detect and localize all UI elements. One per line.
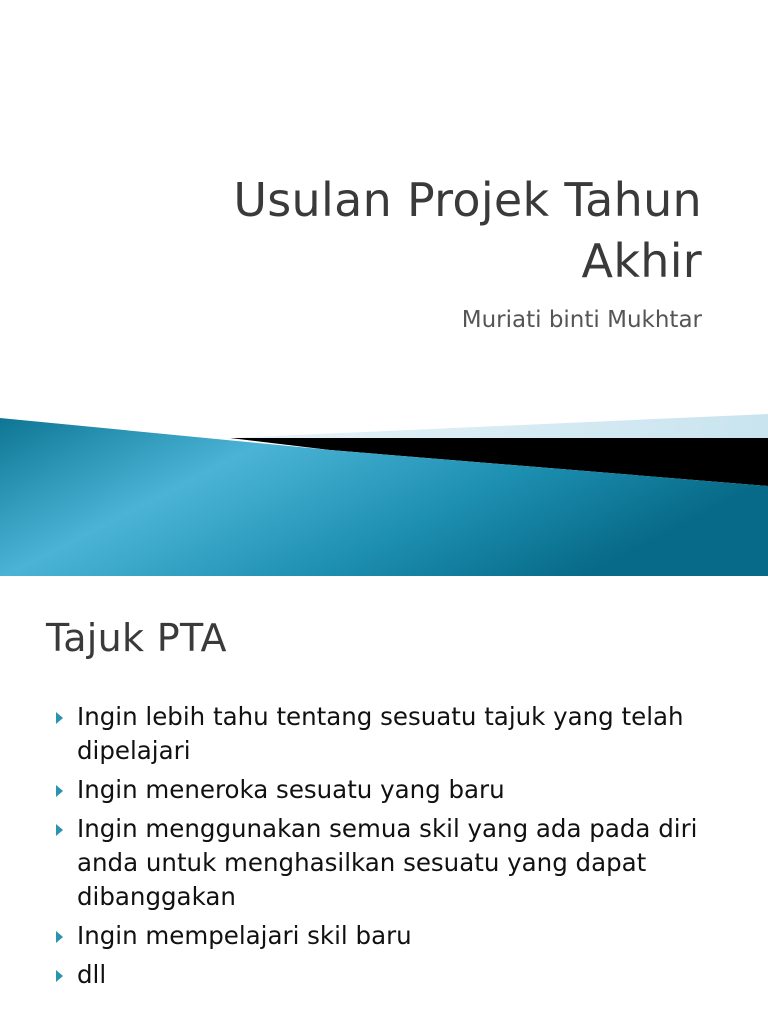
decorative-band (0, 410, 768, 576)
triangle-right-icon (56, 970, 63, 982)
triangle-right-icon (56, 785, 63, 797)
bullet-item (48, 958, 728, 992)
triangle-right-icon (56, 931, 63, 943)
bullet-item (48, 919, 728, 953)
bullet-text: dll (77, 960, 107, 989)
bullet-item (48, 773, 728, 807)
content-slide (0, 576, 768, 1024)
title-line-2: Akhir (581, 234, 702, 288)
slide-heading: Tajuk PTA (46, 616, 227, 660)
bullet-item (48, 812, 728, 914)
bullet-list (48, 700, 728, 997)
bullet-text: Ingin mempelajari skil baru (77, 921, 412, 950)
triangle-right-icon (56, 824, 63, 836)
bullet-item (48, 700, 728, 768)
title-line-1: Usulan Projek Tahun (233, 173, 702, 227)
presentation-title (102, 170, 702, 292)
bullet-text: Ingin lebih tahu tentang sesuatu tajuk yang telah dipelajari (77, 702, 684, 765)
bullet-text: Ingin menggunakan semua skil yang ada pada diri anda untuk menghasilkan sesuatu yang dapat dibanggakan (77, 814, 698, 911)
presentation-subtitle: Muriati binti Mukhtar (461, 307, 702, 333)
triangle-right-icon (56, 712, 63, 724)
bullet-text: Ingin meneroka sesuatu yang baru (77, 775, 505, 804)
